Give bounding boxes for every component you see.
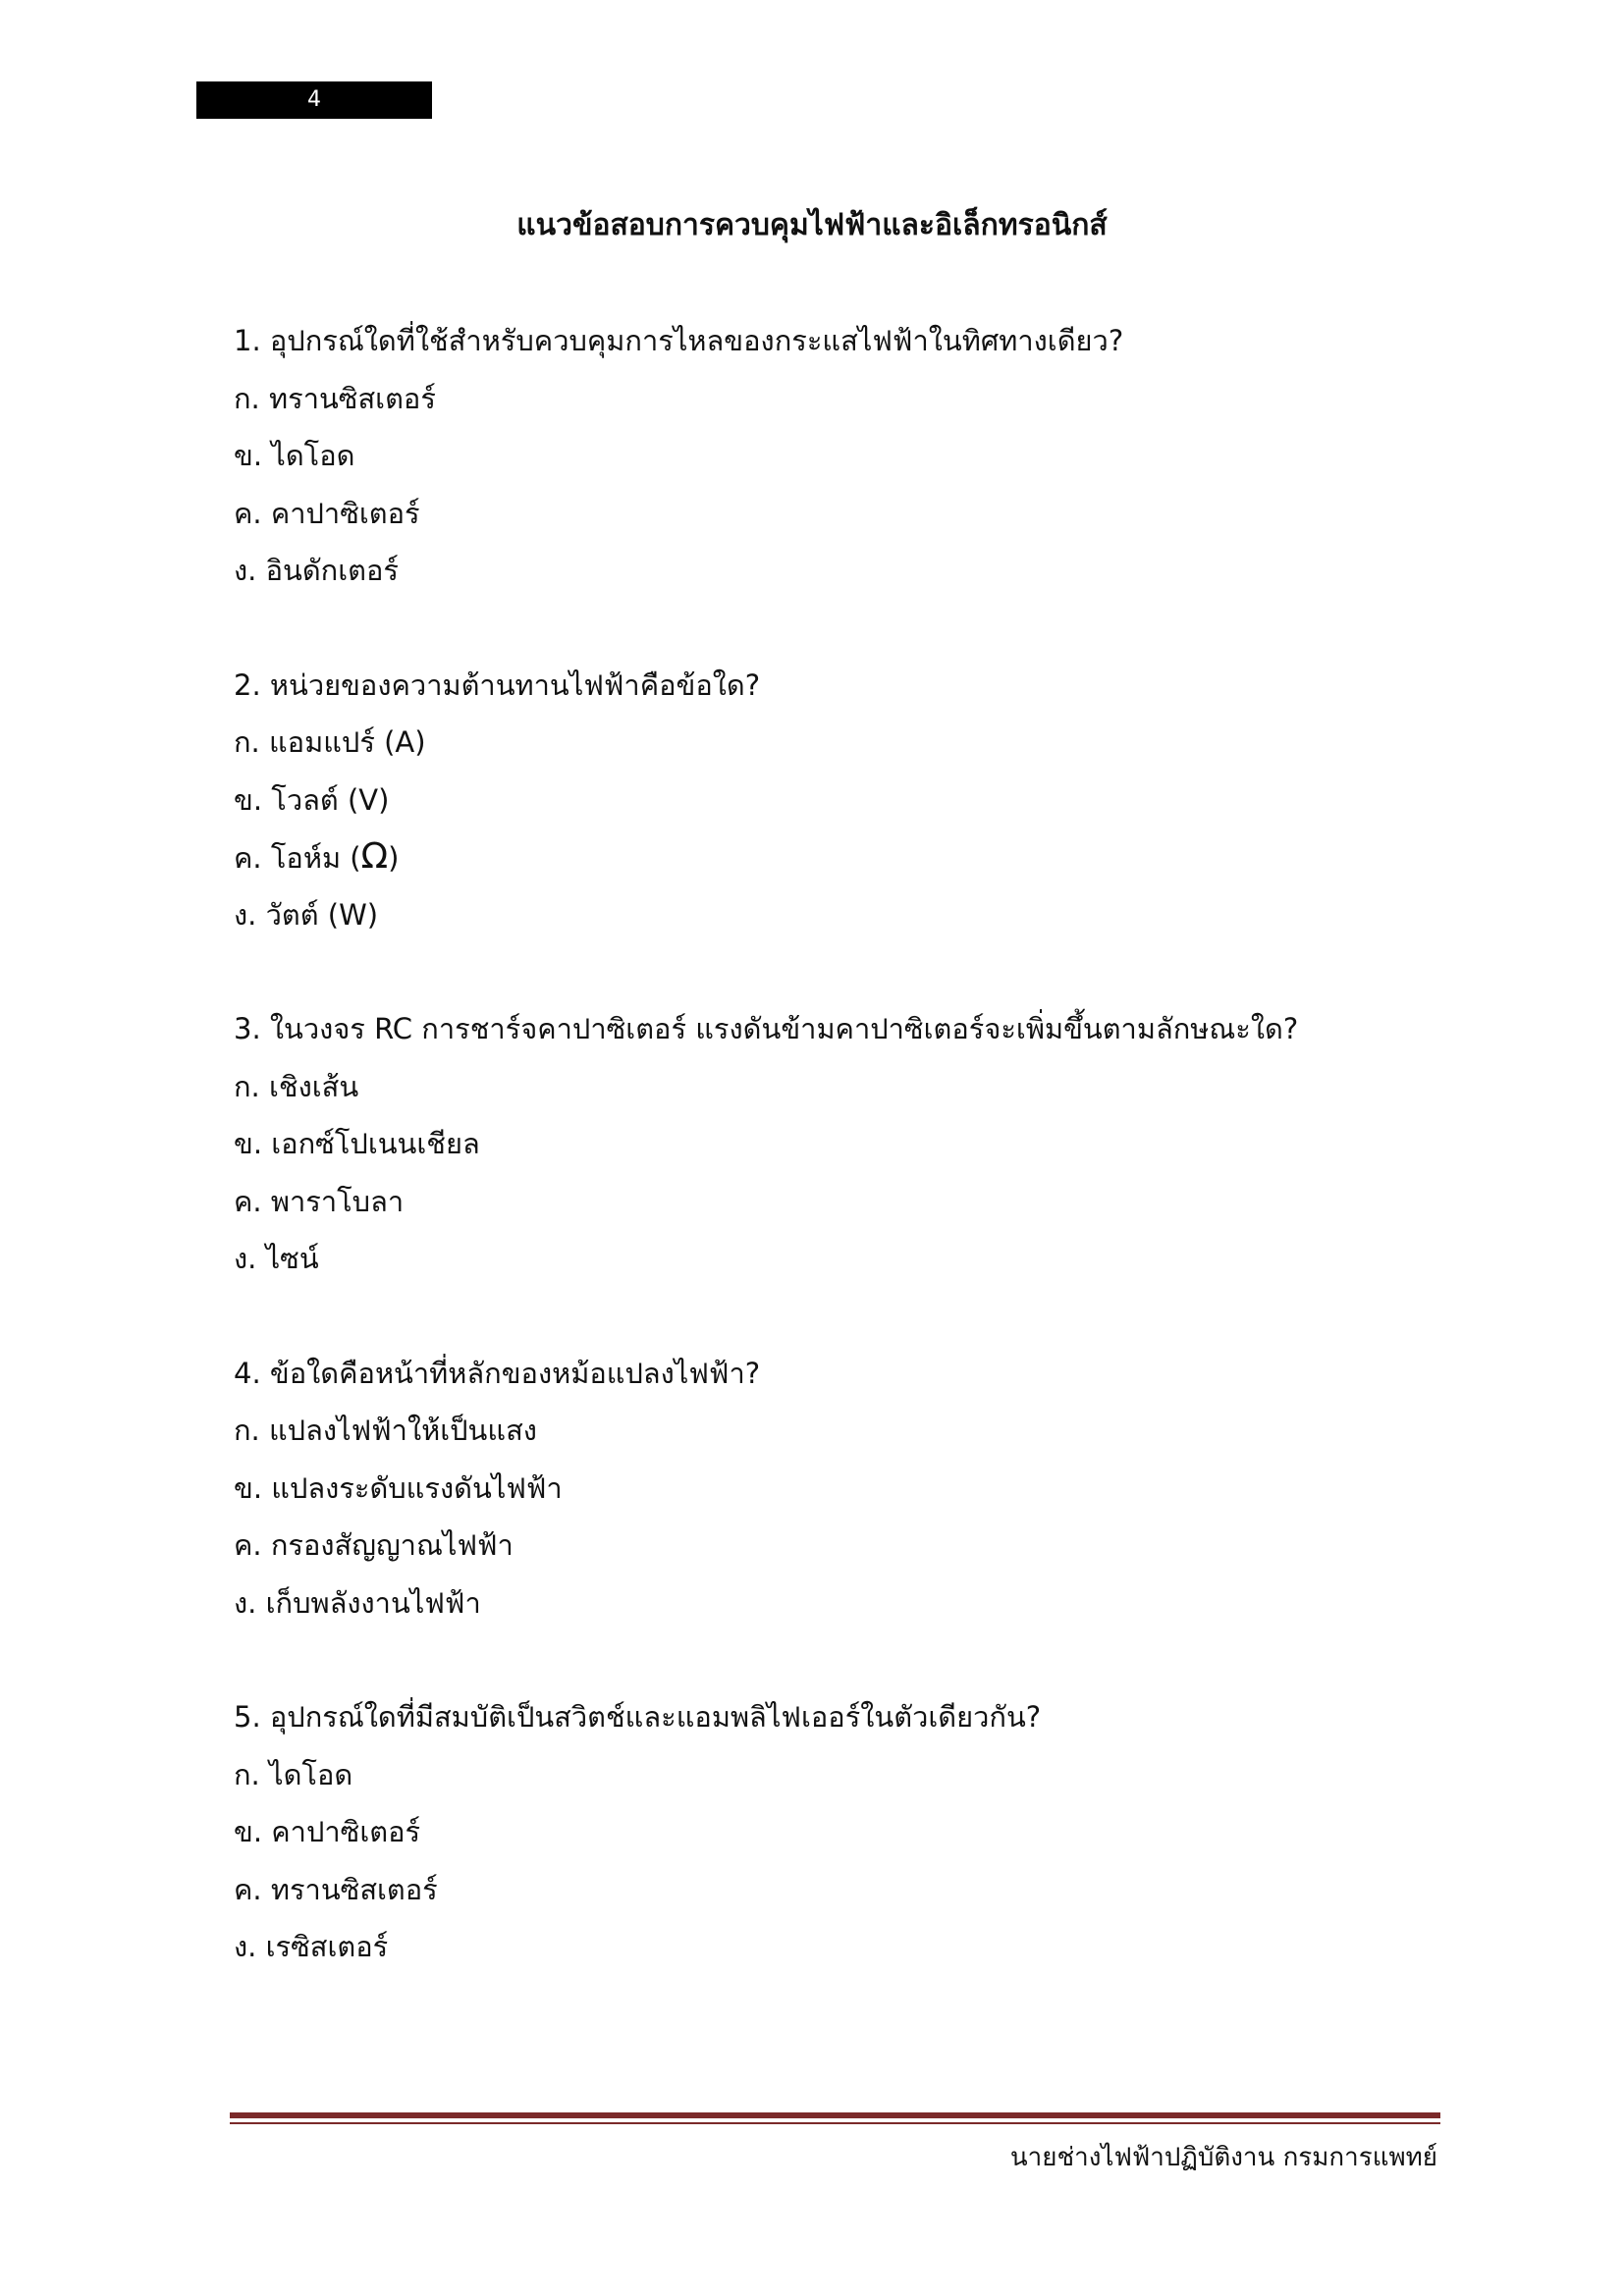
- footer-divider-thin: [230, 2122, 1440, 2124]
- option-a: ก. ไดโอด: [234, 1757, 353, 1791]
- option-d: ง. ไซน์: [234, 1242, 319, 1275]
- question-list: [234, 312, 1412, 2033]
- question-3: [234, 1000, 1412, 1288]
- option-b: ข. เอกซ์โปเนนเชียล: [234, 1127, 480, 1160]
- option-c: ค. ทรานซิสเตอร์: [234, 1872, 438, 1906]
- omega-symbol: Ω: [360, 836, 389, 877]
- option-b: ข. ไดโอด: [234, 439, 355, 472]
- option-a: ก. แปลงไฟฟ้าให้เป็นแสง: [234, 1414, 537, 1447]
- option-d: ง. เก็บพลังงานไฟฟ้า: [234, 1585, 481, 1620]
- page-title: แนวข้อสอบการควบคุมไฟฟ้าและอิเล็กทรอนิกส์: [516, 208, 1108, 242]
- question-1: [234, 312, 1412, 600]
- footer-text: นายช่างไฟฟ้าปฏิบัติงาน กรมการแพทย์: [1009, 2143, 1437, 2172]
- question-2: [234, 657, 1412, 944]
- option-a: ก. ทรานซิสเตอร์: [234, 381, 436, 415]
- option-c: ค. กรองสัญญาณไฟฟ้า: [234, 1528, 514, 1562]
- option-c-label: ค. โอห์ม (: [234, 841, 361, 875]
- question-text: 5. อุปกรณ์ใดที่มีสมบัติเป็นสวิตช์และแอมพลิไฟเออร์ในตัวเดียวกัน?: [234, 1700, 1042, 1734]
- option-a: ก. เชิงเส้น: [234, 1069, 359, 1103]
- option-a: ก. แอมแปร์ (A): [234, 725, 426, 759]
- option-c: [234, 828, 1412, 886]
- question-5: [234, 1688, 1412, 1976]
- option-c-suffix: ): [388, 841, 400, 875]
- option-d: ง. อินดักเตอร์: [234, 554, 399, 587]
- option-b: ข. โวลต์ (V): [234, 782, 390, 817]
- question-text: 2. หน่วยของความต้านทานไฟฟ้าคือข้อใด?: [234, 667, 761, 702]
- question-text: 1. อุปกรณ์ใดที่ใช้สำหรับควบคุมการไหลของกระแสไฟฟ้าในทิศทางเดียว?: [234, 324, 1124, 357]
- option-d: ง. เรซิสเตอร์: [234, 1930, 389, 1963]
- question-4: [234, 1345, 1412, 1632]
- page-number: 4: [196, 81, 432, 119]
- option-d: ง. วัตต์ (W): [234, 897, 379, 932]
- option-b: ข. คาปาซิเตอร์: [234, 1815, 421, 1848]
- option-b: ข. แปลงระดับแรงดันไฟฟ้า: [234, 1470, 563, 1505]
- option-c: ค. พาราโบลา: [234, 1184, 405, 1218]
- question-text: 3. ในวงจร RC การชาร์จคาปาซิเตอร์ แรงดันข้ามคาปาซิเตอร์จะเพิ่มขึ้นตามลักษณะใด?: [234, 1012, 1299, 1045]
- question-text: 4. ข้อใดคือหน้าที่หลักของหม้อแปลงไฟฟ้า?: [234, 1356, 761, 1390]
- footer-divider: [230, 2112, 1440, 2118]
- option-c: ค. คาปาซิเตอร์: [234, 496, 420, 530]
